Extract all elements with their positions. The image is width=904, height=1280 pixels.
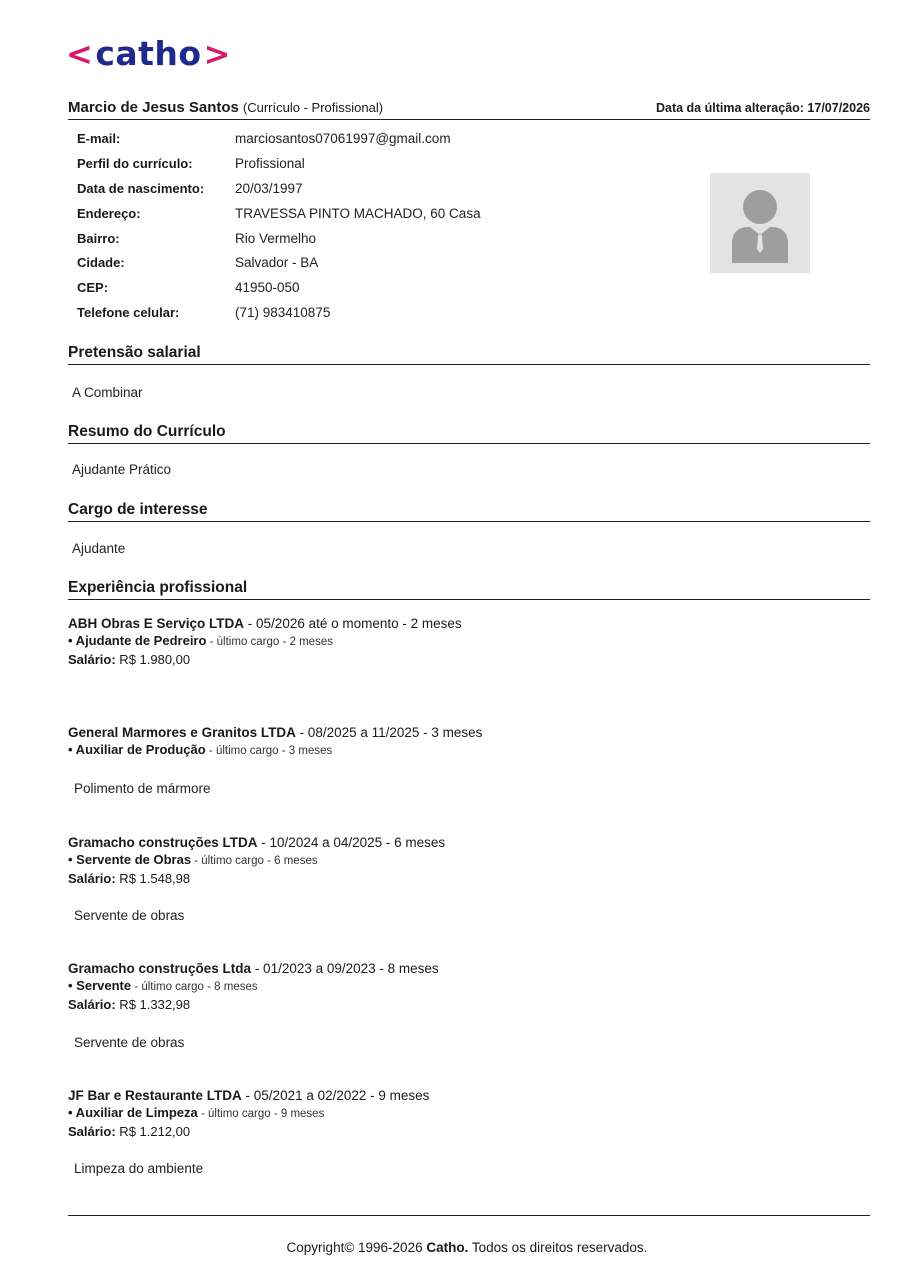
job-role: • Auxiliar de Produção bbox=[68, 742, 206, 757]
job-entry bbox=[68, 615, 462, 668]
job-role-note: - último cargo - 3 meses bbox=[205, 745, 333, 757]
logo-left-chevron: < bbox=[66, 35, 94, 73]
info-row-email bbox=[77, 126, 481, 151]
job-role-line bbox=[68, 632, 462, 651]
info-value: Salvador - BA bbox=[235, 255, 319, 271]
job-salary-line bbox=[68, 1123, 429, 1140]
avatar bbox=[710, 173, 810, 273]
job-role: • Auxiliar de Limpeza bbox=[68, 1105, 198, 1120]
candidate-name-block bbox=[68, 99, 383, 117]
job-salary-label: Salário: bbox=[68, 997, 116, 1012]
job-company: Gramacho construções LTDA bbox=[68, 835, 258, 850]
job-company: JF Bar e Restaurante LTDA bbox=[68, 1088, 242, 1103]
info-row-address bbox=[77, 201, 481, 226]
job-salary-line bbox=[68, 651, 462, 668]
job-salary-label: Salário: bbox=[68, 871, 116, 886]
job-company: General Marmores e Granitos LTDA bbox=[68, 725, 296, 740]
job-role: • Servente de Obras bbox=[68, 852, 192, 867]
logo-right-chevron: > bbox=[203, 35, 231, 73]
logo-wordmark: catho bbox=[95, 34, 202, 73]
info-row-neighborhood bbox=[77, 226, 481, 251]
footer-prefix: Copyright© 1996-2026 bbox=[286, 1240, 427, 1255]
info-label: Cidade: bbox=[77, 255, 125, 271]
job-description: Servente de obras bbox=[74, 908, 185, 923]
job-entry bbox=[68, 1087, 430, 1176]
section-title-summary: Resumo do Currículo bbox=[68, 421, 870, 444]
info-row-profile bbox=[77, 151, 481, 176]
job-salary-label: Salário: bbox=[68, 1124, 116, 1139]
catho-logo bbox=[66, 34, 231, 74]
section-title-experience: Experiência profissional bbox=[68, 577, 870, 600]
info-label: Bairro: bbox=[77, 230, 120, 246]
job-salary: R$ 1.980,00 bbox=[115, 652, 191, 667]
job-role: • Servente bbox=[68, 978, 132, 993]
footer-brand: Catho. bbox=[426, 1240, 469, 1255]
profile-type: (Currículo - Profissional) bbox=[242, 100, 384, 115]
job-company: ABH Obras E Serviço LTDA bbox=[68, 616, 245, 631]
job-period: - 05/2021 a 02/2022 - 9 meses bbox=[241, 1088, 430, 1103]
resume-header bbox=[68, 97, 870, 120]
job-entry bbox=[68, 834, 446, 923]
job-heading bbox=[68, 960, 439, 977]
job-role-note: - último cargo - 6 meses bbox=[191, 855, 318, 867]
job-salary: R$ 1.212,00 bbox=[115, 1124, 191, 1139]
info-label: Endereço: bbox=[77, 205, 141, 221]
info-value: 41950-050 bbox=[235, 280, 300, 296]
job-role-line bbox=[68, 1104, 429, 1123]
job-salary-line bbox=[68, 996, 439, 1013]
job-entry bbox=[68, 724, 483, 796]
job-period: - 01/2023 a 09/2023 - 8 meses bbox=[251, 961, 439, 976]
job-period: - 08/2025 a 11/2025 - 3 meses bbox=[295, 725, 483, 740]
info-value: TRAVESSA PINTO MACHADO, 60 Casa bbox=[235, 205, 481, 221]
footer-copyright bbox=[0, 1240, 904, 1255]
info-value: (71) 983410875 bbox=[235, 305, 331, 321]
info-row-cep bbox=[77, 275, 481, 300]
job-heading bbox=[68, 724, 482, 741]
job-role-note: - último cargo - 2 meses bbox=[206, 636, 333, 648]
job-heading bbox=[68, 834, 445, 851]
info-label: CEP: bbox=[77, 280, 109, 296]
job-salary: R$ 1.332,98 bbox=[115, 997, 191, 1012]
section-title-interest: Cargo de interesse bbox=[68, 499, 870, 522]
job-entry bbox=[68, 960, 439, 1050]
interest-text: Ajudante bbox=[72, 541, 126, 556]
person-placeholder-icon bbox=[710, 173, 810, 273]
info-value: 20/03/1997 bbox=[235, 180, 303, 196]
info-value: Rio Vermelho bbox=[235, 230, 317, 246]
summary-text: Ajudante Prático bbox=[72, 462, 172, 477]
info-value: Profissional bbox=[235, 155, 305, 171]
personal-info bbox=[77, 126, 481, 325]
info-row-birthdate bbox=[77, 176, 481, 201]
info-label: Perfil do currículo: bbox=[77, 155, 193, 171]
info-row-city bbox=[77, 250, 481, 275]
job-description: Limpeza do ambiente bbox=[74, 1161, 204, 1176]
job-salary-label: Salário: bbox=[68, 652, 116, 667]
footer-divider bbox=[68, 1215, 870, 1216]
job-heading bbox=[68, 615, 462, 632]
job-role-line bbox=[68, 741, 482, 760]
info-row-phone bbox=[77, 300, 481, 325]
job-company: Gramacho construções Ltda bbox=[68, 961, 252, 976]
last-update-date: Data da última alteração: 17/07/2026 bbox=[655, 101, 870, 115]
job-role-line bbox=[68, 851, 445, 870]
candidate-name: Marcio de Jesus Santos bbox=[68, 99, 239, 116]
job-role-line bbox=[68, 977, 439, 996]
job-salary: R$ 1.548,98 bbox=[115, 871, 191, 886]
job-salary-line bbox=[68, 870, 445, 887]
info-value: marciosantos07061997@gmail.com bbox=[235, 130, 451, 146]
salary-expectation: A Combinar bbox=[72, 385, 143, 400]
job-heading bbox=[68, 1087, 429, 1104]
job-role: • Ajudante de Pedreiro bbox=[68, 633, 207, 648]
job-period: - 10/2024 a 04/2025 - 6 meses bbox=[257, 835, 446, 850]
job-description: Polimento de mármore bbox=[74, 781, 211, 796]
job-role-note: - último cargo - 9 meses bbox=[197, 1108, 325, 1120]
job-period: - 05/2026 até o momento - 2 meses bbox=[244, 616, 462, 631]
info-label: Telefone celular: bbox=[77, 305, 180, 321]
job-description: Servente de obras bbox=[74, 1035, 185, 1050]
section-title-salary: Pretensão salarial bbox=[68, 342, 870, 365]
footer-suffix: Todos os direitos reservados. bbox=[468, 1240, 648, 1255]
info-label: E-mail: bbox=[77, 130, 121, 146]
info-label: Data de nascimento: bbox=[77, 180, 205, 196]
job-role-note: - último cargo - 8 meses bbox=[131, 981, 258, 993]
